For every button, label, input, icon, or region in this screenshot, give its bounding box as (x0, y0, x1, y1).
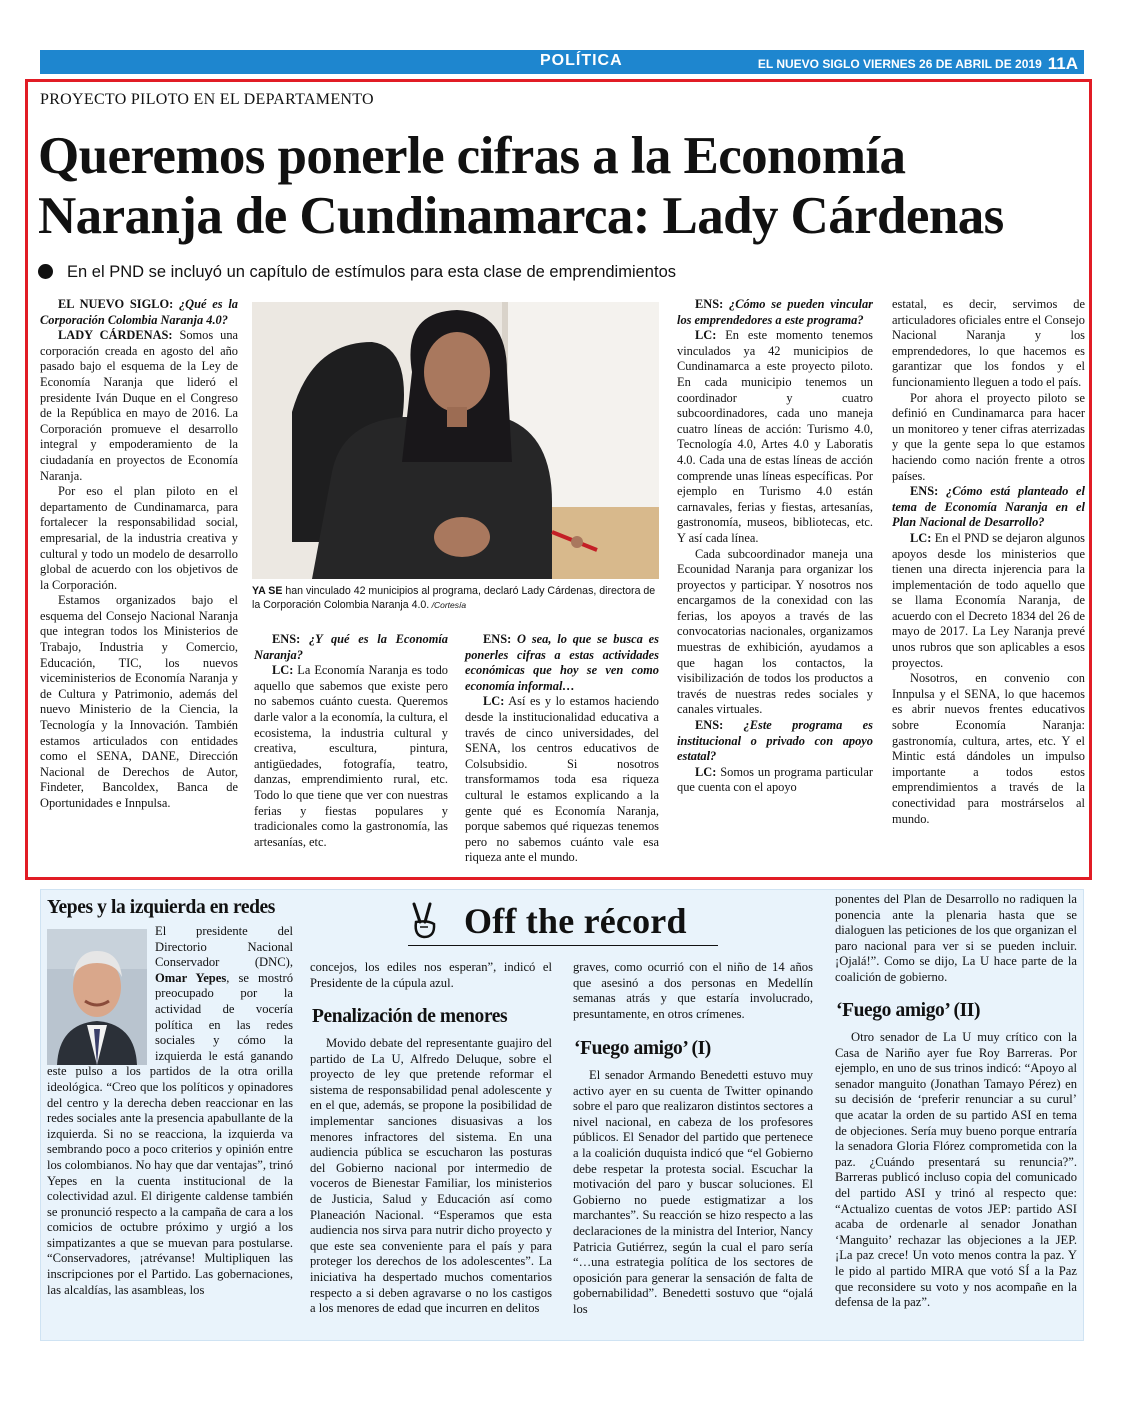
fuego-amigo-2-heading: ‘Fuego amigo’ (II) (836, 1000, 981, 1021)
fuego-amigo-1-text (573, 1068, 813, 1318)
peace-hand-icon (408, 902, 440, 940)
speaker: ENS: (483, 632, 512, 646)
question (465, 632, 659, 693)
bullet-icon (38, 264, 53, 279)
header-dateline (758, 53, 1078, 73)
paragraph (40, 328, 238, 484)
paragraph (677, 328, 873, 546)
yepes-name: Omar Yepes (155, 970, 227, 985)
speaker: LADY CÁRDENAS: (58, 328, 173, 343)
paragraph: Por eso el plan piloto en el departamento de Cundinamarca, para fortalecer la responsabilidad social, empresarial, de la industria creativa y cultural y todo un modelo de desarrollo global de acuerdo con los objetivos de la Corporación. (40, 484, 238, 592)
paragraph (47, 924, 293, 1298)
fuego-amigo-2-text (835, 1030, 1077, 1311)
caption-text: han vinculado 42 municipios al programa, declaró Lady Cárdenas, directora de la Corporación Colombia Naranja 4.0. (252, 585, 656, 611)
off-column-3 (573, 960, 813, 1022)
photo-spacer (47, 924, 155, 1064)
speaker: LC: (910, 530, 932, 545)
article-headline (38, 126, 1098, 246)
paragraph (677, 718, 873, 765)
article-column-4 (677, 297, 873, 796)
paragraph: concejos, los ediles nos esperan”, indicó el Presidente de la cúpula azul. (310, 960, 552, 990)
off-column-2 (310, 960, 552, 991)
answer-text: La Economía Naranja es todo aquello que sabemos que existe pero no sabemos cuánto cuesta. Queremos darle valor a la economía, la cultura, el ecosistema, la industria cultural y creativa, escultura, pintura, antigüedades, fotografía, teatro, danzas, emprendimiento rural, etc. Todo lo que tiene que ver con nuestras ferias y fiestas populares y tradicionales como la gastronomía, las artesanías, etc. (254, 663, 448, 849)
yepes-heading: Yepes y la izquierda en redes (47, 897, 275, 918)
paragraph (892, 484, 1085, 531)
answer-text: En el PND se dejaron algunos apoyos desde los ministerios que tienen una directa injerencia para la implementación de todo aquello que se llama Economía Naranja, de acuerdo con el Decreto 1834 del 26 de mayo de 2017. La Ley Naranja prevé unos rubros que son aplicables a esos proyectos. (892, 530, 1085, 670)
answer-text: Somos una corporación creada en agosto del año pasado bajo el esquema de la Ley de Economía Naranja que lideró el presidente Iván Duque en el Congreso de la República en mayo de 2016. La Corporación promueve el desarrollo integral y empoderamiento de la ciudadanía en proyectos de Economía Naranja. (40, 328, 239, 483)
article-column-3 (465, 632, 659, 866)
paragraph (465, 694, 659, 866)
article-column-1 (40, 297, 238, 812)
question-text: O sea, lo que se busca es ponerles cifras a estas actividades económicas que hoy se ven como economía informal… (465, 632, 659, 693)
question-text: ¿Y qué es la Economía Naranja? (254, 632, 448, 662)
question (677, 718, 873, 763)
interview-photo (252, 302, 659, 579)
paragraph (677, 765, 873, 796)
answer-text: Somos un programa particular que cuenta con el apoyo (677, 764, 873, 795)
yepes-text-wrap (47, 924, 293, 1298)
speaker: ENS: (272, 632, 301, 646)
header-date: EL NUEVO SIGLO VIERNES 26 DE ABRIL DE 2019 (757, 57, 1042, 71)
penalizacion-text (310, 1036, 552, 1317)
paragraph: El senador Armando Benedetti estuvo muy activo ayer en su cuenta de Twitter opinando sobre el paro que realizaron distintos sectores a nivel nacional, en cabeza de los profesores públicos. El Senador del partido que pertenece a la coalición duquista indicó que “el Gobierno debe respetar la protesta social. Escuchar la motivación del paro y buscar soluciones. El Gobierno no puede estigmatizar a los marchantes”. Su reacción se hizo respecto a las declaraciones de la ministra del Interior, Nancy Patricia Gutiérrez, según la cual el paro sería “…una estrategia política de los sectores de oposición para generar la sensación de falta de gobernabilidad”. Benedetti sostuvo que “ojalá los (573, 1068, 813, 1316)
article-column-5 (892, 297, 1085, 827)
speaker: LC: (695, 328, 717, 343)
paragraph: graves, como ocurrió con el niño de 14 años que asesinó a dos personas en Medellín semanas atrás y que estaría involucrado, presuntamente, en otros crímenes. (573, 960, 813, 1021)
answer-text: Así es y lo estamos haciendo desde la institucionalidad educativa a través de cinco universidades, del SENA, los centros educativos de Colsubsidio. Si nosotros transformamos toda esa riqueza cultural le estamos explicando a la gente qué es Economía Naranja, porque sabemos qué riquezas tenemos pero no sabemos cuánto vale esa riqueza ante el mundo. (465, 694, 659, 865)
paragraph (677, 297, 873, 328)
question (677, 297, 873, 327)
question (40, 297, 238, 327)
article-subhead (38, 263, 676, 282)
subhead-text: En el PND se incluyó un capítulo de estímulos para esta clase de emprendimientos (67, 263, 676, 281)
yepes-text-b: , se mostró preocupado por la actividad de vocería política en las redes sociales y cómo la izquierda le está ganando este pulso a los partidos de la otra orilla ideológica. “Creo que los políticos y opinadores del centro y la derecha deben reaccionar en las redes sociales ante la presencia apabullante de la izquierda. Si no se reacciona, la izquierda va sembrando poco a poco criterios y opinión entre los colombianos. No hay que dar ventajas”, trinó Yepes en la cuenta institucional de la colectividad azul. El dirigente caldense también se pronunció respecto a la campaña de cara a los comicios de octubre próximo y urgió a los simpatizantes a que se muevan para postularse. “Conservadores, ¡atrévanse! Multipliquen las inscripciones por el Partido. Las gobernaciones, las alcaldías, las asambleas, los (47, 970, 293, 1297)
fuego-amigo-1-heading: ‘Fuego amigo’ (I) (574, 1038, 711, 1059)
headline-line-2: Naranja de Cundinamarca: Lady Cárdenas (38, 187, 1004, 245)
speaker: EL NUEVO SIGLO: (58, 297, 174, 311)
paragraph: Movido debate del representante guajiro del partido de La U, Alfredo Deluque, sobre el proyecto de ley que pretende reformar el sistema de responsabilidad penal adolescente y en el que, además, se propone la posibilidad de implementar sanciones disuasivas a los menores infractores del sistema. En una audiencia pública se escucharon las posturas del Gobierno nacional por intermedio de voceros de Bienestar Familiar, los ministerios de Justicia, Salud y Educación así como Planeación Nacional. “Esperamos que esta audiencia nos sirva para nutrir dicho proyecto y que este sea conveniente para el país y para proteger los derechos de los adolescentes”. La iniciativa ha despertado muchos comentarios respecto a si deben agravarse o no los castigos a los menores de edad que incurren en delitos (310, 1036, 552, 1316)
speaker: LC: (695, 764, 717, 779)
question (892, 484, 1085, 529)
woman-portrait-illustration (252, 302, 659, 579)
paragraph: ponentes del Plan de Desarrollo no radiquen la ponencia ante la plenaria hasta que se dialoguen las peticiones de los que organizan el paro nacional para ver si se pueden incluir. ¡Ojalá!”. Como se dijo, La U hace parte de la coalición de gobierno. (835, 892, 1077, 984)
off-the-record-title (408, 898, 718, 946)
paragraph (892, 531, 1085, 671)
speaker: LC: (483, 694, 505, 709)
paragraph (40, 297, 238, 328)
question-text: ¿Cómo se pueden vincular los emprendedores a este programa? (677, 297, 873, 327)
article-column-2 (254, 632, 448, 850)
paragraph: Cada subcoordinador maneja una Ecounidad Naranja para organizar los proyectos y participar. Y nosotros nos encargamos de la conexidad con las ferias, los apoyos a través de las convocatorias nacionales, organizamos muestras de exhibición, ayudamos a que hagan los contactos, la visibilización de todos los productos a través de nuestras redes sociales y canales virtuales. (677, 546, 873, 717)
answer-text: En este momento tenemos vinculados ya 42 municipios de Cundinamarca a este proyecto piloto. En cada municipio tenemos un coordinador y cuatro subcoordinadores, cada uno maneja cuatro líneas de acción: Turismo 4.0, Tecnología 4.0, Artes 4.0 y Laboratis 4.0. Cada una de estas líneas de acción comprende unas líneas específicas. Por ejemplo en Turismo 4.0 están carnavales, ferias y fiestas, artesanías, gastronomía, museos, bibliotecas, etc. Y así cada línea. (677, 328, 873, 545)
speaker: ENS: (695, 718, 724, 733)
section-name: POLÍTICA (540, 52, 623, 69)
speaker: LC: (272, 663, 294, 678)
intro-spacer: El presidente del Directorio Nacional Conservador (DNC), (155, 924, 293, 970)
paragraph: Estamos organizados bajo el esquema del Consejo Nacional Naranja que integran todos los Ministerios de Trabajo, Industria y Comercio, Educación, TIC, los nuevos viceministerios de Economía Naranja y de Cultura y Patrimonio, además del nuevo Ministerio de la Ciencia, la Tecnología y la Innovación. También estamos articulados con entidades como el SENA, DANE, Dirección Nacional de Derechos de Autor, Findeter, Bancoldex, Banca de Oportunidades e Innpulsa. (40, 593, 238, 810)
question-text: ¿Cómo está planteado el tema de Economía Naranja en el Plan Nacional de Desarrollo? (892, 484, 1085, 530)
penalizacion-heading: Penalización de menores (312, 1006, 508, 1027)
page-number: 11A (1047, 54, 1078, 73)
off-column-4 (835, 892, 1077, 986)
paragraph: Nosotros, en convenio con Innpulsa y el SENA, lo que hacemos es abrir nuevos frentes educativos sobre Economía Naranja: gastronomía, cultura, artes, etc. Y el Mintic está dándoles un impulso importante a todos estos emprendimientos a través de la conectividad para mostrárselos al mundo. (892, 671, 1085, 826)
question-text: ¿Qué es la Corporación Colombia Naranja 4.0? (40, 297, 238, 327)
question-text: ¿Este programa es institucional o privado con apoyo estatal? (677, 718, 873, 764)
question (254, 632, 448, 662)
photo-caption (252, 585, 659, 612)
article-kicker: PROYECTO PILOTO EN EL DEPARTAMENTO (40, 91, 374, 108)
paragraph (465, 632, 659, 694)
off-the-record-heading: Off the récord (464, 901, 687, 941)
page-header-bar (40, 50, 1084, 74)
caption-credit: /Cortesía (429, 599, 467, 610)
paragraph: estatal, es decir, servimos de articuladores oficiales entre el Consejo Nacional Naranja y los emprendedores, lo que hacemos es garantizar que los fondos y el funcionamiento lleguen a todo el país. (892, 297, 1085, 389)
paragraph: Otro senador de La U muy crítico con la Casa de Nariño ayer fue Roy Barreras. Por ejemplo, en uno de sus trinos indicó: “Apoyo al senador manguito (Jonathan Tamayo Pérez) en su decisión de ‘preferir renunciar a su curul’ que acatar la orden de su partido ASI en tema de objeciones. Sería muy bueno porque entraría la senadora Gloria Flórez comprometida con la paz. ¿Cuándo presentará su renuncia?”. Barreras publicó incluso copia del comunicado del partido ASI y trinó al respecto que: “Actualizo cuentas de votos JEP: partido ASI acaba de ordenarle al senador Jonathan ‘Manguito’ rechazar las objeciones a la JEP. ¡La paz crece! Un voto menos contra la paz. Y le pido al partido MIRA que votó SÍ a la Paz que reconsidere su voto y nos acompañe en la defensa de la paz”. (835, 1030, 1077, 1310)
caption-lead: YA SE (252, 585, 283, 597)
paragraph: Por ahora el proyecto piloto se definió en Cundinamarca para hacer un monitoreo y tener cifras aterrizadas y que la gente sepa lo que estamos haciendo como nación frente a otros países. (892, 390, 1085, 483)
speaker: ENS: (910, 484, 939, 499)
speaker: ENS: (695, 297, 724, 311)
headline-line-1: Queremos ponerle cifras a la Economía (38, 127, 906, 185)
paragraph (254, 663, 448, 850)
paragraph (254, 632, 448, 663)
